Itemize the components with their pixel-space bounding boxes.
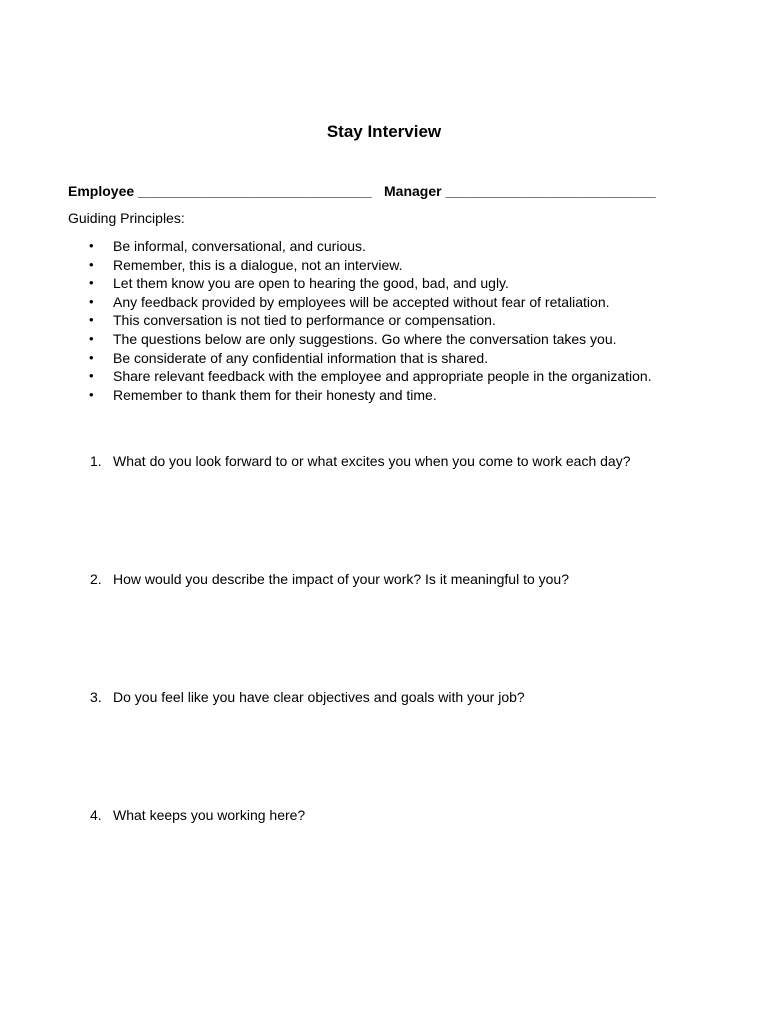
question-text: Do you feel like you have clear objectives and goals with your job? bbox=[113, 689, 525, 705]
principle-text: Be considerate of any confidential information that is shared. bbox=[113, 349, 489, 366]
principle-text: Any feedback provided by employees will be accepted without fear of retaliation. bbox=[113, 293, 610, 310]
bullet-icon: • bbox=[89, 368, 94, 384]
document-title: Stay Interview bbox=[326, 122, 442, 141]
manager-label: Manager bbox=[384, 183, 442, 199]
bullet-icon: • bbox=[89, 275, 94, 291]
bullet-icon: • bbox=[89, 386, 94, 402]
manager-field bbox=[384, 181, 656, 201]
principle-text: Share relevant feedback with the employee and appropriate people in the organization. bbox=[113, 368, 652, 385]
bullet-icon: • bbox=[89, 312, 94, 328]
question-text: What do you look forward to or what excites you when you come to work each day? bbox=[113, 453, 631, 469]
bullet-icon: • bbox=[89, 293, 94, 309]
principle-text: Remember, this is a dialogue, not an interview. bbox=[113, 256, 403, 273]
question-text: How would you describe the impact of your work? Is it meaningful to you? bbox=[113, 571, 570, 587]
bullet-icon: • bbox=[89, 330, 94, 346]
employee-label: Employee bbox=[68, 183, 135, 199]
question-number: 1. bbox=[90, 453, 102, 469]
question-number: 4. bbox=[90, 807, 102, 823]
question-text: What keeps you working here? bbox=[113, 807, 306, 823]
principle-text: Remember to thank them for their honesty and time. bbox=[113, 386, 437, 403]
principle-text: This conversation is not tied to performance or compensation. bbox=[113, 312, 496, 329]
guiding-principles-heading: Guiding Principles: bbox=[68, 210, 185, 226]
bullet-icon: • bbox=[89, 349, 94, 365]
question-number: 2. bbox=[90, 571, 102, 587]
question-number: 3. bbox=[90, 689, 102, 705]
bullet-icon: • bbox=[89, 256, 94, 272]
employee-field bbox=[68, 181, 372, 201]
principle-text: Be informal, conversational, and curious. bbox=[113, 238, 366, 254]
principle-text: Let them know you are open to hearing the good, bad, and ugly. bbox=[113, 275, 509, 292]
employee-blank-line: ______________________________ bbox=[138, 183, 372, 199]
bullet-icon: • bbox=[89, 238, 94, 253]
principle-text: The questions below are only suggestions. Go where the conversation takes you. bbox=[113, 330, 617, 347]
manager-blank-line: ___________________________ bbox=[445, 183, 656, 199]
